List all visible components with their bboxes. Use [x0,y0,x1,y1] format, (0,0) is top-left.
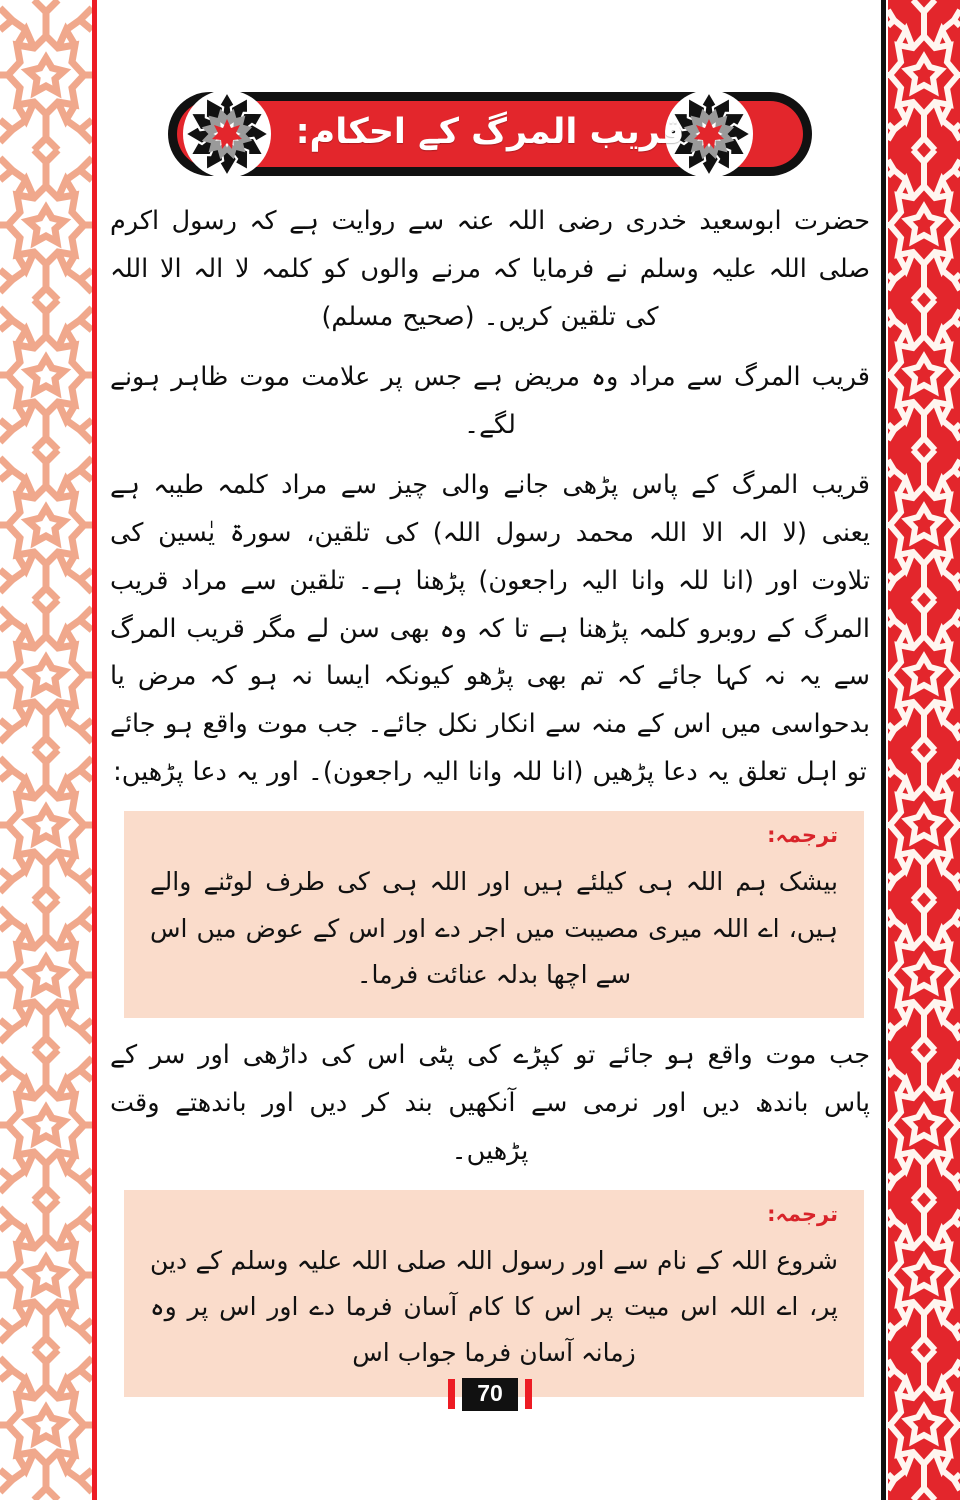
page-footer [104,1378,876,1411]
translation-box-2 [124,1190,864,1397]
left-red-rule [92,0,97,1500]
translation-text-1: بیشک ہم اللہ ہی کیلئے ہیں اور اللہ ہی کی طرف لوٹنے والے ہیں، اے اللہ میری مصیبت میں اجر دے اور اس کے عوض میں اس سے اچھا بدلہ عنائت فرما۔ [150,867,838,989]
footer-bar-right [525,1379,532,1409]
footer-bar-left [448,1379,455,1409]
translation-text-2: شروع اللہ کے نام سے اور رسول اللہ صلی اللہ علیہ وسلم کے دین پر، اے اللہ اس میت پر اس کا کام آسان فرما دے اور اس پر وہ زمانہ آسان فرما جواب اس [150,1245,838,1368]
translation-label-1: ترجمہ: [767,823,838,848]
chapter-heading-banner [164,86,816,182]
page-title: قریب المرگ کے احکام: [295,112,685,152]
body-text-block [104,198,876,1397]
right-border-pattern [888,0,960,1500]
paragraph-talqeen: قریب المرگ کے پاس پڑھی جانے والی چیز سے مراد کلمہ طیبہ ہے یعنی (لا الہ الا اللہ محمد رسول اللہ) کی تلقین، سورۃ یٰسین کی تلاوت اور (انا للہ وانا الیہ راجعون) پڑھنا ہے۔ تلقین سے مراد قریب المرگ کے روبرو کلمہ پڑھنا ہے تا کہ وہ بھی سن لے مگر قریب المرگ سے یہ نہ کہا جائے کہ تم بھی پڑھو کیونکہ ایسا نہ ہو کہ مرض یا بدحواسی میں اس کے منہ سے انکار نکل جائے۔ جب موت واقع ہو جائے تو اہل تعلق یہ دعا پڑھیں (انا للہ وانا الیہ راجعون)۔ اور یہ دعا پڑھیں: [110,469,870,788]
paragraph-hadith: حضرت ابوسعید خدری رضی اللہ عنہ سے روایت ہے کہ رسول اکرم صلی اللہ علیہ وسلم نے فرمایا کہ مرنے والوں کو کلمہ لا الہ الا اللہ کی تلقین کریں۔ (صحیح مسلم) [110,206,870,332]
left-border-pattern [0,0,92,1500]
translation-label-2: ترجمہ: [767,1201,838,1226]
page-content [104,0,876,1500]
page-number: 70 [462,1378,518,1411]
translation-box-1 [124,811,864,1018]
right-black-rule [881,0,886,1500]
paragraph-after-death: جب موت واقع ہو جائے تو کپڑے کی پٹی اس کی داڑھی اور سر کے پاس باندھ دیں اور نرمی سے آنکھیں بند کر دیں اور باندھتے وقت پڑھیں۔ [110,1040,870,1166]
paragraph-definition: قریب المرگ سے مراد وہ مریض ہے جس پر علامت موت ظاہر ہونے لگے۔ [110,361,870,440]
